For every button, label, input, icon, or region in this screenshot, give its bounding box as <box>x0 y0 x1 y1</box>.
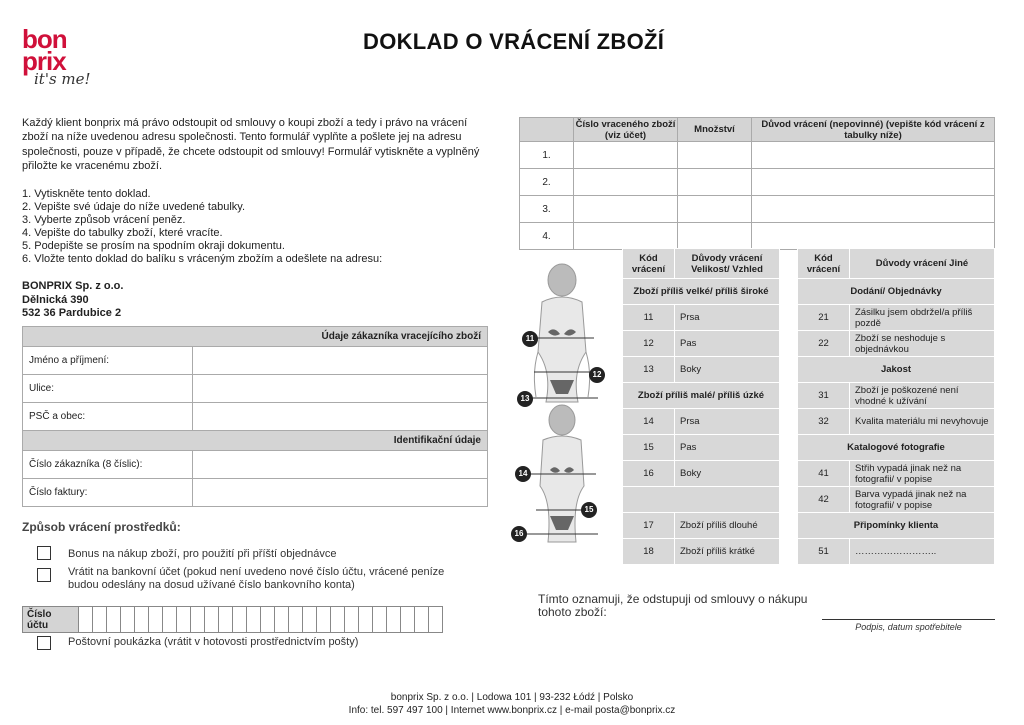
account-digit-box[interactable] <box>177 607 191 633</box>
account-number-grid <box>22 606 443 633</box>
code-18: 18 <box>623 539 675 565</box>
logo-brand-top: bon <box>22 24 67 54</box>
table-row <box>520 196 995 223</box>
refund-bonus-label: Bonus na nákup zboží, pro použití při příští objednávce <box>68 548 337 560</box>
return-address <box>22 280 123 321</box>
account-digit-box[interactable] <box>331 607 345 633</box>
account-digit-box[interactable] <box>345 607 359 633</box>
reason-51[interactable]: …………………….. <box>850 539 995 565</box>
account-digit-box[interactable] <box>415 607 429 633</box>
code-14: 14 <box>623 409 675 435</box>
step-5: 5. Podepište se prosím na spodním okraji dokumentu. <box>22 240 285 252</box>
footer-contact: Info: tel. 597 497 100 | Internet www.bonprix.cz | e-mail posta@bonprix.cz <box>348 705 676 716</box>
refund-postal-label: Poštovní poukázka (vrátit v hotovosti prostřednictvím pošty) <box>68 636 359 648</box>
refund-bank-label: Vrátit na bankovní účet (pokud není uvedeno nové číslo účtu, vrácené peníze budou odeslány na dosud užívané číslo bankovního konta) <box>68 566 445 591</box>
refund-bonus-checkbox[interactable] <box>37 546 51 560</box>
account-digit-box[interactable] <box>191 607 205 633</box>
customer-header: Údaje zákazníka vracejícího zboží <box>23 327 488 347</box>
badge-13: 13 <box>517 391 533 407</box>
name-label: Jméno a příjmení: <box>23 347 193 375</box>
quantity-cell[interactable] <box>678 142 752 169</box>
step-3: 3. Vyberte způsob vrácení peněz. <box>22 214 186 226</box>
invoice-number-label: Číslo faktury: <box>23 479 193 507</box>
customer-table <box>22 326 488 507</box>
quantity-cell[interactable] <box>678 196 752 223</box>
badge-12: 12 <box>589 367 605 383</box>
size-reason-header: Důvody vrácení Velikost/ Vzhled <box>675 249 780 279</box>
step-2: 2. Vepište své údaje do níže uvedené tabulky. <box>22 201 246 213</box>
reason-cell[interactable] <box>752 142 995 169</box>
reason-14: Prsa <box>675 409 780 435</box>
reason-cell[interactable] <box>752 223 995 250</box>
logo-tagline: it's me! <box>34 70 91 88</box>
reason-13: Boky <box>675 357 780 383</box>
account-digit-box[interactable] <box>359 607 373 633</box>
quantity-cell[interactable] <box>678 169 752 196</box>
street-field[interactable] <box>193 375 488 403</box>
row-number: 3. <box>520 196 574 223</box>
account-digit-box[interactable] <box>261 607 275 633</box>
name-field[interactable] <box>193 347 488 375</box>
address-city: 532 36 Pardubice 2 <box>22 307 122 319</box>
address-company: BONPRIX Sp. z o.o. <box>22 280 124 292</box>
city-label: PSČ a obec: <box>23 403 193 431</box>
code-31: 31 <box>798 383 850 409</box>
identification-header: Identifikační údaje <box>23 431 488 451</box>
other-code-header: Kód vrácení <box>798 249 850 279</box>
col-quantity: Množství <box>678 118 752 142</box>
returns-corner <box>520 118 574 142</box>
step-6: 6. Vložte tento doklad do balíku s vráceným zbožím a odešlete na adresu: <box>22 253 383 265</box>
account-digit-box[interactable] <box>289 607 303 633</box>
page-title: DOKLAD O VRÁCENÍ ZBOŽÍ <box>363 29 665 54</box>
item-number-cell[interactable] <box>574 223 678 250</box>
section-catalog-photos: Katalogové fotografie <box>798 435 995 461</box>
other-reason-header: Důvody vrácení Jiné <box>850 249 995 279</box>
city-field[interactable] <box>193 403 488 431</box>
section-client-notes: Připomínky klienta <box>798 513 995 539</box>
size-code-header: Kód vrácení <box>623 249 675 279</box>
account-digit-box[interactable] <box>135 607 149 633</box>
col-item-number: Číslo vraceného zboží (viz účet) <box>574 118 678 142</box>
code-13: 13 <box>623 357 675 383</box>
section-delivery: Dodání/ Objednávky <box>798 279 995 305</box>
reason-32: Kvalita materiálu mi nevyhovuje <box>850 409 995 435</box>
code-22: 22 <box>798 331 850 357</box>
badge-11: 11 <box>522 331 538 347</box>
refund-title: Způsob vrácení prostředků: <box>22 520 181 534</box>
item-number-cell[interactable] <box>574 142 678 169</box>
code-11: 11 <box>623 305 675 331</box>
customer-number-label: Číslo zákazníka (8 číslic): <box>23 451 193 479</box>
code-51: 51 <box>798 539 850 565</box>
badge-16: 16 <box>511 526 527 542</box>
account-digit-box[interactable] <box>303 607 317 633</box>
account-number-label: Číslo účtu <box>23 607 79 633</box>
reason-17: Zboží příliš dlouhé <box>675 513 780 539</box>
account-digit-box[interactable] <box>163 607 177 633</box>
item-number-cell[interactable] <box>574 196 678 223</box>
footer <box>0 691 1024 717</box>
code-21: 21 <box>798 305 850 331</box>
bonprix-logo <box>22 24 91 88</box>
account-digit-box[interactable] <box>275 607 289 633</box>
code-32: 32 <box>798 409 850 435</box>
code-15: 15 <box>623 435 675 461</box>
reason-18: Zboží příliš krátké <box>675 539 780 565</box>
table-row <box>520 169 995 196</box>
account-digit-box[interactable] <box>429 607 443 633</box>
account-digit-box[interactable] <box>317 607 331 633</box>
refund-bank-checkbox[interactable] <box>37 568 51 582</box>
code-42: 42 <box>798 487 850 513</box>
logo-brand-bottom: prix <box>22 46 66 76</box>
intro-text: Každý klient bonprix má právo odstoupit od smlouvy o koupi zboží a tedy i právo na vrácení zboží na níže uvedenou adresu společnosti. Tento formulář vyplňte a pošlete jej na adresu společnosti, pouze v případě, že chcete odstoupit od smlouvy! Formulář vytiskněte a vyplněný přiložte ke vracenému zboží. <box>22 117 480 172</box>
section-too-small: Zboží příliš malé/ příliš úzké <box>623 383 780 409</box>
row-number: 1. <box>520 142 574 169</box>
step-1: 1. Vytiskněte tento doklad. <box>22 188 151 200</box>
account-digit-box[interactable] <box>93 607 107 633</box>
reason-31: Zboží je poškozené není vhodné k užívání <box>850 383 995 409</box>
signature-line[interactable] <box>822 619 995 620</box>
badge-14: 14 <box>515 466 531 482</box>
code-12: 12 <box>623 331 675 357</box>
table-row <box>520 223 995 250</box>
steps-list <box>22 188 382 266</box>
code-41: 41 <box>798 461 850 487</box>
address-street: Dělnická 390 <box>22 293 89 306</box>
reason-16: Boky <box>675 461 780 487</box>
table-row <box>520 142 995 169</box>
step-4: 4. Vepište do tabulky zboží, které vracíte. <box>22 227 223 239</box>
reason-41: Střih vypadá jinak než na fotografii/ v popise <box>850 461 995 487</box>
footer-address: bonprix Sp. z o.o. | Lodowa 101 | 93-232 Łódź | Polsko <box>390 692 634 703</box>
code-16: 16 <box>623 461 675 487</box>
account-digit-box[interactable] <box>247 607 261 633</box>
return-codes-size-table <box>622 248 780 565</box>
reason-cell[interactable] <box>752 169 995 196</box>
account-digit-box[interactable] <box>219 607 233 633</box>
code-17: 17 <box>623 513 675 539</box>
reason-22: Zboží se neshoduje s objednávkou <box>850 331 995 357</box>
empty-row <box>623 487 780 513</box>
reason-42: Barva vypadá jinak než na fotografii/ v popise <box>850 487 995 513</box>
item-number-cell[interactable] <box>574 169 678 196</box>
quantity-cell[interactable] <box>678 223 752 250</box>
return-codes-other-table <box>797 248 995 565</box>
col-return-reason: Důvod vrácení (nepovinné) (vepište kód vrácení z tabulky níže) <box>752 118 995 142</box>
reason-cell[interactable] <box>752 196 995 223</box>
returned-items-table <box>519 117 995 250</box>
account-digit-box[interactable] <box>401 607 415 633</box>
declaration-text: Tímto oznamuji, že odstupuji od smlouvy o nákupu tohoto zboží: <box>538 592 808 619</box>
account-digit-box[interactable] <box>121 607 135 633</box>
account-digit-box[interactable] <box>149 607 163 633</box>
section-quality: Jakost <box>798 357 995 383</box>
customer-number-field[interactable] <box>193 451 488 479</box>
section-too-big: Zboží příliš velké/ příliš široké <box>623 279 780 305</box>
account-digit-box[interactable] <box>233 607 247 633</box>
row-number: 2. <box>520 169 574 196</box>
account-digit-box[interactable] <box>107 607 121 633</box>
badge-15: 15 <box>581 502 597 518</box>
signature-caption: Podpis, datum spotřebitele <box>855 622 962 632</box>
account-digit-box[interactable] <box>205 607 219 633</box>
reason-15: Pas <box>675 435 780 461</box>
street-label: Ulice: <box>23 375 193 403</box>
invoice-number-field[interactable] <box>193 479 488 507</box>
account-digit-box[interactable] <box>387 607 401 633</box>
account-digit-box[interactable] <box>79 607 93 633</box>
refund-postal-checkbox[interactable] <box>37 636 51 650</box>
account-digit-box[interactable] <box>373 607 387 633</box>
reason-21: Zásilku jsem obdržel/a příliš pozdě <box>850 305 995 331</box>
reason-12: Pas <box>675 331 780 357</box>
row-number: 4. <box>520 223 574 250</box>
reason-11: Prsa <box>675 305 780 331</box>
